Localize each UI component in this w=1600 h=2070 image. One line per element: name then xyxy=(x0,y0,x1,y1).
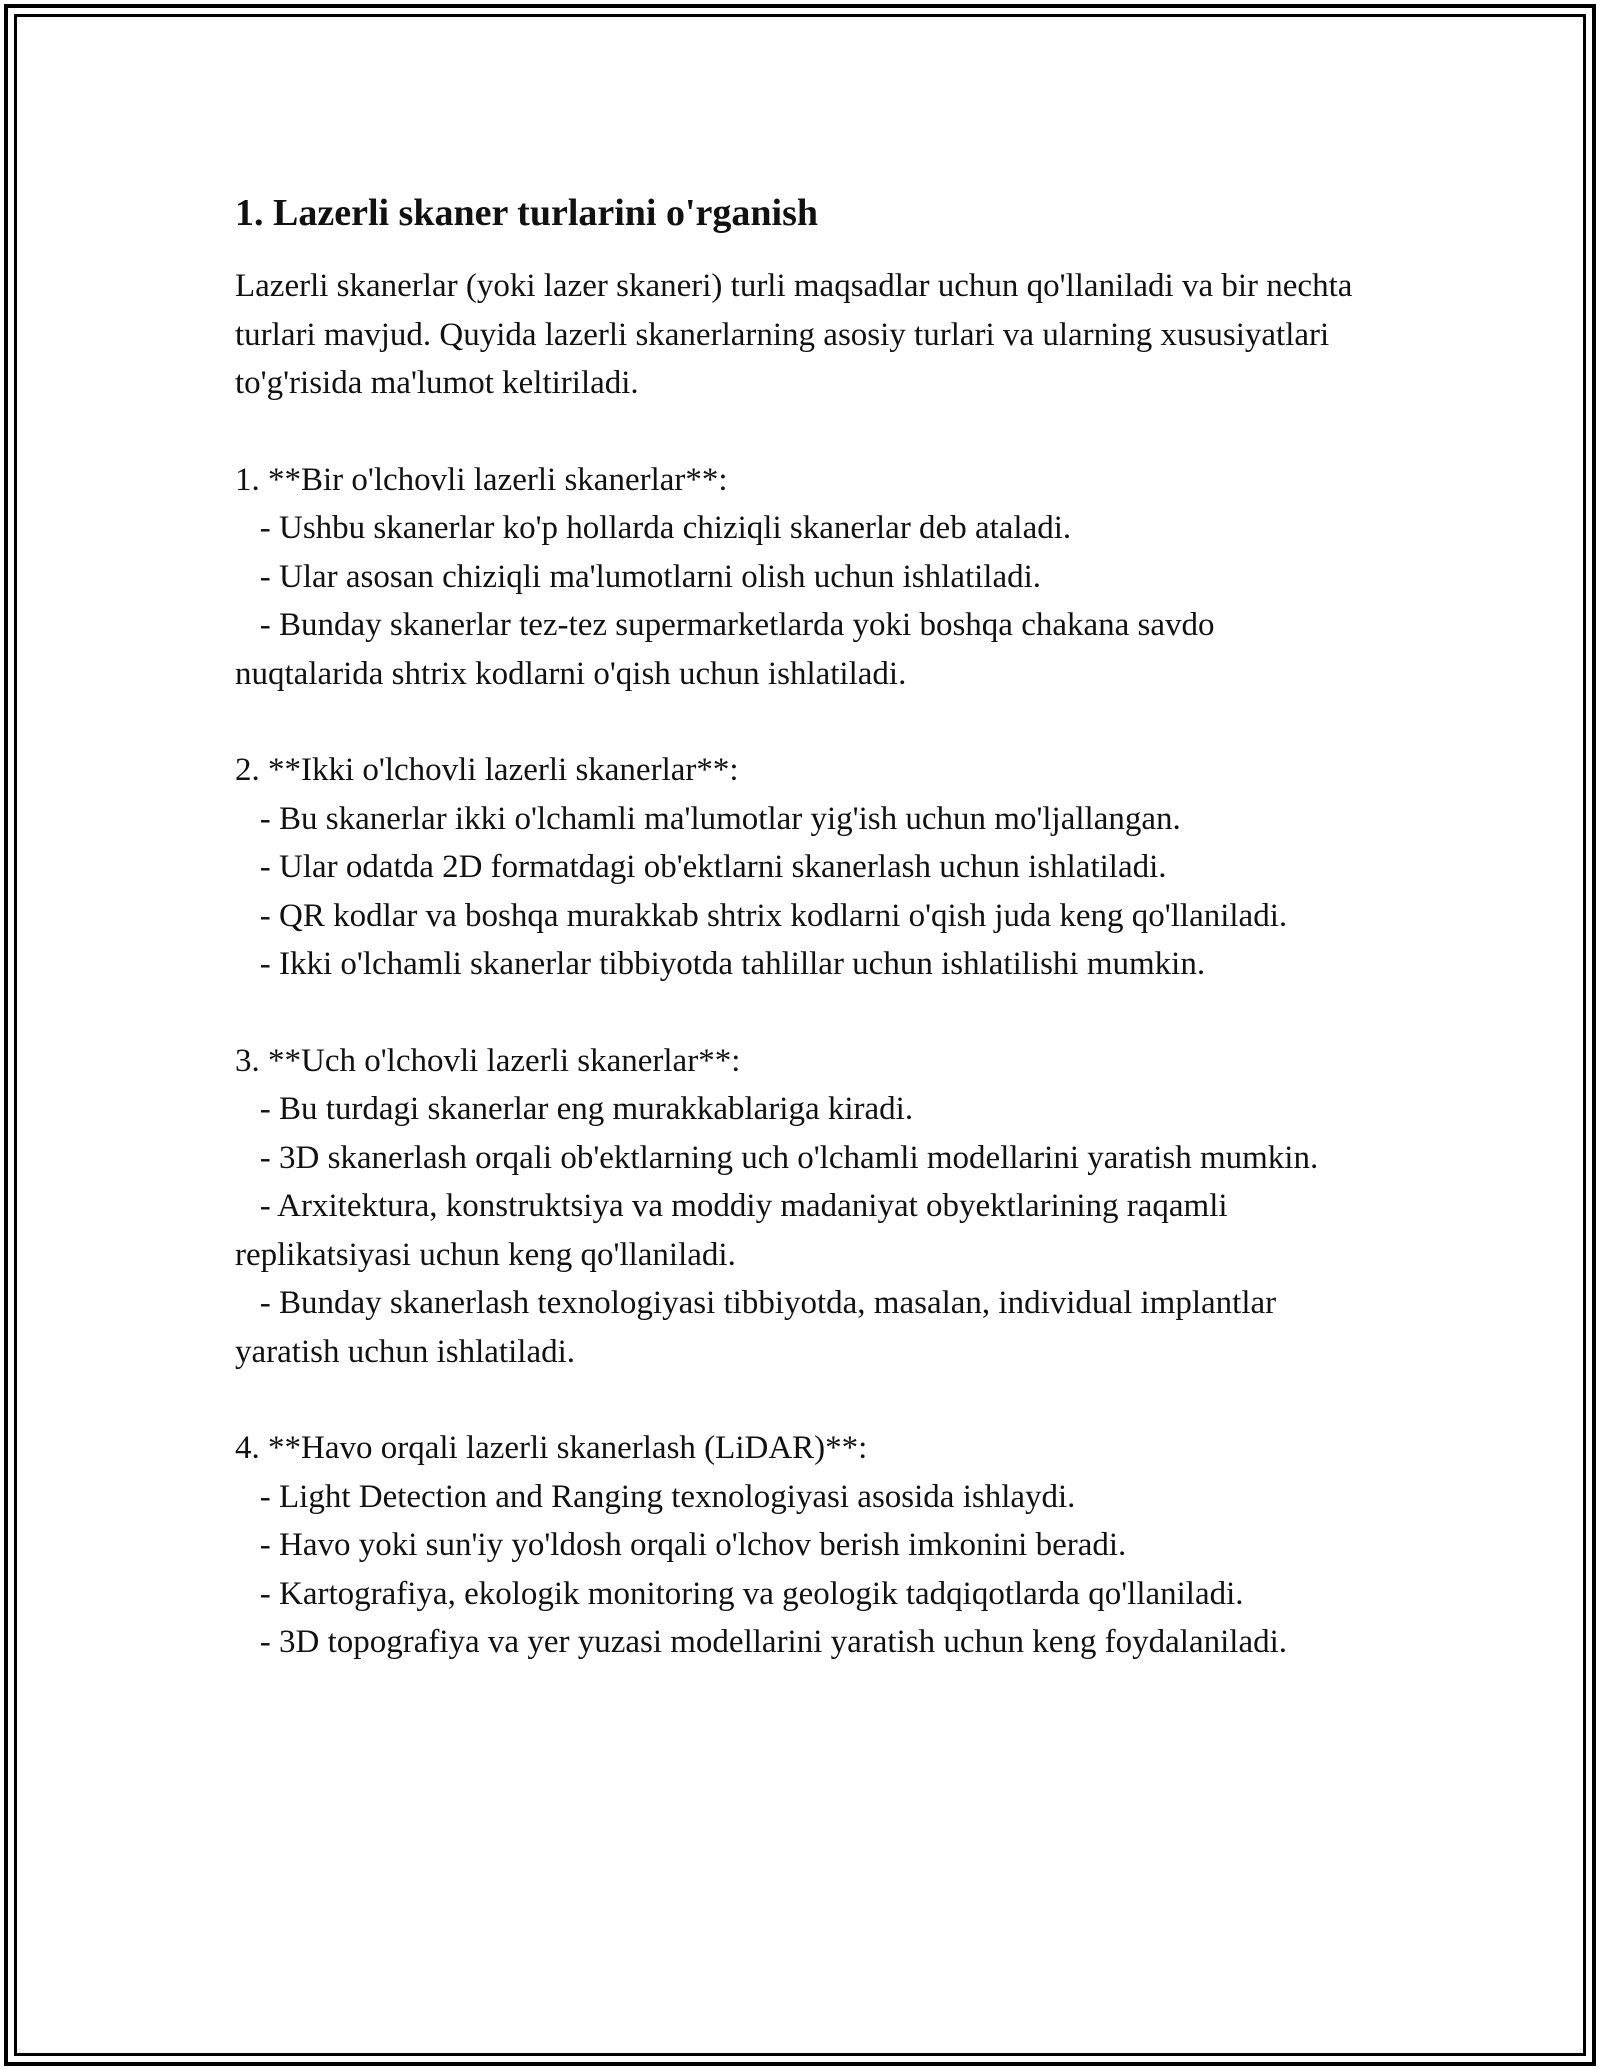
section-bullet: - Kartografiya, ekologik monitoring va geologik tadqiqotlarda qo'llaniladi. xyxy=(235,1575,1244,1612)
section-bullet: - 3D topografiya va yer yuzasi modellarini yaratish uchun keng foydalaniladi. xyxy=(235,1624,1288,1660)
section-bullet: - Ular asosan chiziqli ma'lumotlarni olish uchun ishlatiladi. xyxy=(235,558,1042,595)
section-bullet: - QR kodlar va boshqa murakkab shtrix kodlarni o'qish juda keng qo'llaniladi. xyxy=(235,897,1288,934)
section-bullet: - Havo yoki sun'iy yo'ldosh orqali o'lchov berish imkonini beradi. xyxy=(235,1527,1127,1563)
section-bullet: - Bunday skanerlar tez-tez supermarketlarda yoki boshqa chakana savdo nuqtalarida shtrix kodlarni o'qish uchun ishlatiladi. xyxy=(235,607,1223,692)
section-bullet: - Ular odatda 2D formatdagi ob'ektlarni skanerlash uchun ishlatiladi. xyxy=(235,849,1167,885)
document-title: 1. Lazerli skaner turlarini o'rganish xyxy=(235,192,819,234)
section-bullet: - Bu skanerlar ikki o'lchamli ma'lumotlar yig'ish uchun mo'ljallangan. xyxy=(235,800,1181,837)
section-bullet: - Ushbu skanerlar ko'p hollarda chiziqli skanerlar deb ataladi. xyxy=(235,510,1072,546)
section-three-dimensional xyxy=(235,1037,1365,1377)
section-bullet: - Light Detection and Ranging texnologiyasi asosida ishlaydi. xyxy=(235,1478,1076,1515)
section-lidar xyxy=(235,1424,1365,1667)
section-one-dimensional xyxy=(235,456,1365,699)
section-bullet: - Ikki o'lchamli skanerlar tibbiyotda tahlillar uchun ishlatilishi mumkin. xyxy=(235,946,1206,982)
section-bullet: - Bunday skanerlash texnologiyasi tibbiyotda, masalan, individual implantlar yaratish uchun ishlatiladi. xyxy=(235,1285,1285,1370)
section-bullet: - Arxitektura, konstruktsiya va moddiy madaniyat obyektlarining raqamli replikatsiyasi uchun keng qo'llaniladi. xyxy=(235,1188,1236,1273)
section-heading: 1. **Bir o'lchovli lazerli skanerlar**: xyxy=(235,461,728,498)
section-two-dimensional xyxy=(235,746,1365,989)
section-bullet: - Bu turdagi skanerlar eng murakkablariga kiradi. xyxy=(235,1091,914,1127)
section-bullet: - 3D skanerlash orqali ob'ektlarning uch o'lchamli modellarini yaratish mumkin. xyxy=(235,1139,1319,1176)
section-heading: 3. **Uch o'lchovli lazerli skanerlar**: xyxy=(235,1042,741,1079)
intro-paragraph: Lazerli skanerlar (yoki lazer skaneri) turli maqsadlar uchun qo'llaniladi va bir nechta turlari mavjud. Quyida lazerli skanerlarning asosiy turlari va ularning xususiyatlari to'g'risida ma'lumot keltiriladi. xyxy=(235,268,1353,401)
document-body xyxy=(235,186,1365,1667)
section-heading: 4. **Havo orqali lazerli skanerlash (LiDAR)**: xyxy=(235,1430,868,1466)
section-heading: 2. **Ikki o'lchovli lazerli skanerlar**: xyxy=(235,752,739,788)
